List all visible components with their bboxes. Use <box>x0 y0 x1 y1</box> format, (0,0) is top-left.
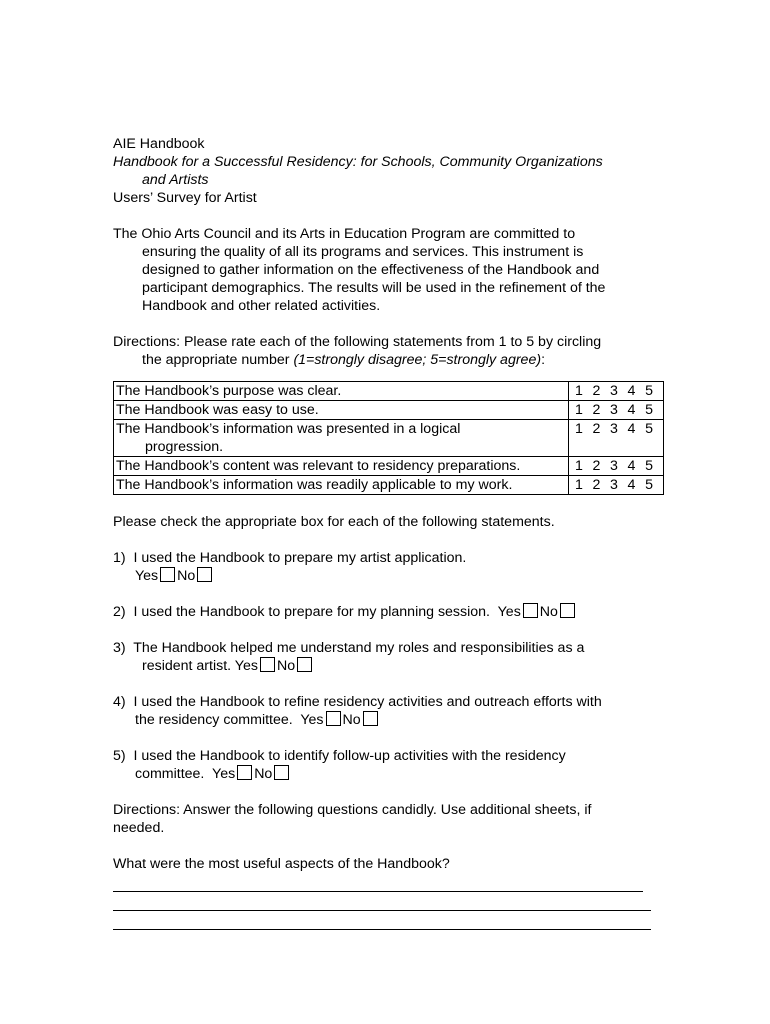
no-checkbox[interactable] <box>197 567 212 582</box>
yes-checkbox[interactable] <box>237 765 252 780</box>
rating-option-3[interactable]: 3 <box>610 477 618 493</box>
intro-line: participant demographics. The results will be used in the refinement of the <box>142 280 606 296</box>
question-text <box>113 603 663 621</box>
question-line: I used the Handbook to identify follow-up activities with the residency <box>133 748 566 764</box>
rating-statement: The Handbook’s content was relevant to residency preparations. <box>114 457 569 476</box>
answer-line[interactable] <box>113 912 651 930</box>
rating-scale <box>569 457 664 476</box>
question-number: 3) <box>113 640 126 656</box>
rating-option-4[interactable]: 4 <box>627 383 636 399</box>
table-row <box>114 420 664 457</box>
rating-option-1[interactable]: 1 <box>575 458 583 474</box>
rating-statement: The Handbook’s purpose was clear. <box>114 382 569 401</box>
rating-option-5[interactable]: 5 <box>645 477 653 493</box>
question-text <box>113 639 663 657</box>
no-checkbox[interactable] <box>297 657 312 672</box>
answer-directions-line: Directions: Answer the following questions candidly. Use additional sheets, if <box>113 802 592 818</box>
question-answer-row <box>113 657 663 675</box>
rating-option-4[interactable]: 4 <box>627 402 636 418</box>
question-line: I used the Handbook to refine residency activities and outreach efforts with <box>133 694 602 710</box>
intro-paragraph <box>113 225 663 315</box>
rating-statement-line: progression. <box>145 439 224 455</box>
rating-option-2[interactable]: 2 <box>592 458 601 474</box>
rating-scale <box>569 382 664 401</box>
no-checkbox[interactable] <box>363 711 378 726</box>
question-line: I used the Handbook to prepare for my planning session. <box>133 604 490 620</box>
open-question-text: What were the most useful aspects of the Handbook? <box>113 856 450 872</box>
no-label: No <box>276 658 296 674</box>
rating-scale <box>569 420 664 457</box>
rating-option-2[interactable]: 2 <box>592 421 601 437</box>
answer-directions-line: needed. <box>113 820 165 836</box>
rating-option-4[interactable]: 4 <box>627 421 636 437</box>
question-line: committee. <box>135 766 205 782</box>
table-row <box>114 382 664 401</box>
no-checkbox[interactable] <box>274 765 289 780</box>
question-answer-row <box>113 711 663 729</box>
header <box>113 135 663 207</box>
yes-checkbox[interactable] <box>160 567 175 582</box>
rating-option-2[interactable]: 2 <box>592 402 601 418</box>
question-line: I used the Handbook to prepare my artist application. <box>133 550 467 566</box>
no-label: No <box>177 568 196 584</box>
rating-option-1[interactable]: 1 <box>575 402 583 418</box>
rating-option-4[interactable]: 4 <box>627 458 636 474</box>
rating-table <box>113 381 664 495</box>
yes-checkbox[interactable] <box>326 711 341 726</box>
check-directions: Please check the appropriate box for each of the following statements. <box>113 514 555 530</box>
question-3 <box>113 639 663 675</box>
rating-directions <box>113 333 663 369</box>
question-number: 5) <box>113 748 126 764</box>
rating-statement <box>114 420 569 457</box>
answer-line[interactable] <box>113 874 643 892</box>
question-1 <box>113 549 663 585</box>
rating-option-3[interactable]: 3 <box>610 383 618 399</box>
rating-option-4[interactable]: 4 <box>627 477 636 493</box>
question-text <box>113 747 663 765</box>
rating-statement: The Handbook’s information was readily applicable to my work. <box>114 476 569 495</box>
question-5 <box>113 747 663 783</box>
rating-option-5[interactable]: 5 <box>645 402 653 418</box>
yes-checkbox[interactable] <box>523 603 538 618</box>
yes-label: Yes <box>212 766 236 782</box>
question-2 <box>113 603 663 621</box>
rating-option-2[interactable]: 2 <box>592 383 601 399</box>
rating-statement: The Handbook was easy to use. <box>114 401 569 420</box>
rating-option-2[interactable]: 2 <box>592 477 601 493</box>
yes-checkbox[interactable] <box>260 657 275 672</box>
document-subtitle: Handbook for a Successful Residency: for Schools, Community Organizations <box>113 154 603 170</box>
document-title: AIE Handbook <box>113 136 205 152</box>
rating-option-5[interactable]: 5 <box>645 458 653 474</box>
survey-page <box>113 135 663 930</box>
document-subtitle-cont: and Artists <box>142 172 209 188</box>
intro-line: ensuring the quality of all its programs and services. This instrument is <box>142 244 584 260</box>
open-question <box>113 855 663 930</box>
table-row <box>114 401 664 420</box>
question-line: The Handbook helped me understand my roles and responsibilities as a <box>133 640 585 656</box>
survey-name: Users’ Survey for Artist <box>113 190 257 206</box>
question-number: 2) <box>113 604 126 620</box>
intro-line: designed to gather information on the effectiveness of the Handbook and <box>142 262 600 278</box>
rating-option-1[interactable]: 1 <box>575 477 583 493</box>
question-number: 4) <box>113 694 126 710</box>
intro-line: Handbook and other related activities. <box>142 298 381 314</box>
table-row <box>114 476 664 495</box>
rating-option-3[interactable]: 3 <box>610 402 618 418</box>
rating-directions-line <box>113 351 663 369</box>
question-text <box>113 549 663 567</box>
no-checkbox[interactable] <box>560 603 575 618</box>
question-number: 1) <box>113 550 126 566</box>
rating-scale <box>569 476 664 495</box>
rating-option-5[interactable]: 5 <box>645 421 653 437</box>
no-label: No <box>539 604 558 620</box>
rating-option-1[interactable]: 1 <box>575 383 583 399</box>
rating-option-3[interactable]: 3 <box>610 458 618 474</box>
rating-option-5[interactable]: 5 <box>645 383 653 399</box>
rating-option-1[interactable]: 1 <box>575 421 583 437</box>
table-row <box>114 457 664 476</box>
question-line: resident artist. <box>142 658 232 674</box>
yes-label: Yes <box>234 658 258 674</box>
question-line: the residency committee. <box>135 712 293 728</box>
rating-directions-suffix: : <box>541 352 546 368</box>
question-answer-row <box>113 765 663 783</box>
rating-option-3[interactable]: 3 <box>610 421 618 437</box>
question-text <box>113 693 663 711</box>
yes-label: Yes <box>497 604 521 620</box>
rating-directions-prefix: the appropriate number <box>142 352 294 368</box>
no-label: No <box>342 712 361 728</box>
answer-line[interactable] <box>113 893 651 911</box>
intro-line: The Ohio Arts Council and its Arts in Education Program are committed to <box>113 226 576 242</box>
answer-directions <box>113 801 663 837</box>
rating-statement-line: The Handbook’s information was presented in a logical <box>116 421 461 437</box>
no-label: No <box>254 766 273 782</box>
question-4 <box>113 693 663 729</box>
yes-label: Yes <box>300 712 324 728</box>
rating-scale-legend: (1=strongly disagree; 5=strongly agree) <box>293 352 542 368</box>
yes-label: Yes <box>135 568 159 584</box>
question-answer-row <box>113 567 663 585</box>
rating-scale <box>569 401 664 420</box>
rating-directions-line: Directions: Please rate each of the following statements from 1 to 5 by circling <box>113 334 602 350</box>
